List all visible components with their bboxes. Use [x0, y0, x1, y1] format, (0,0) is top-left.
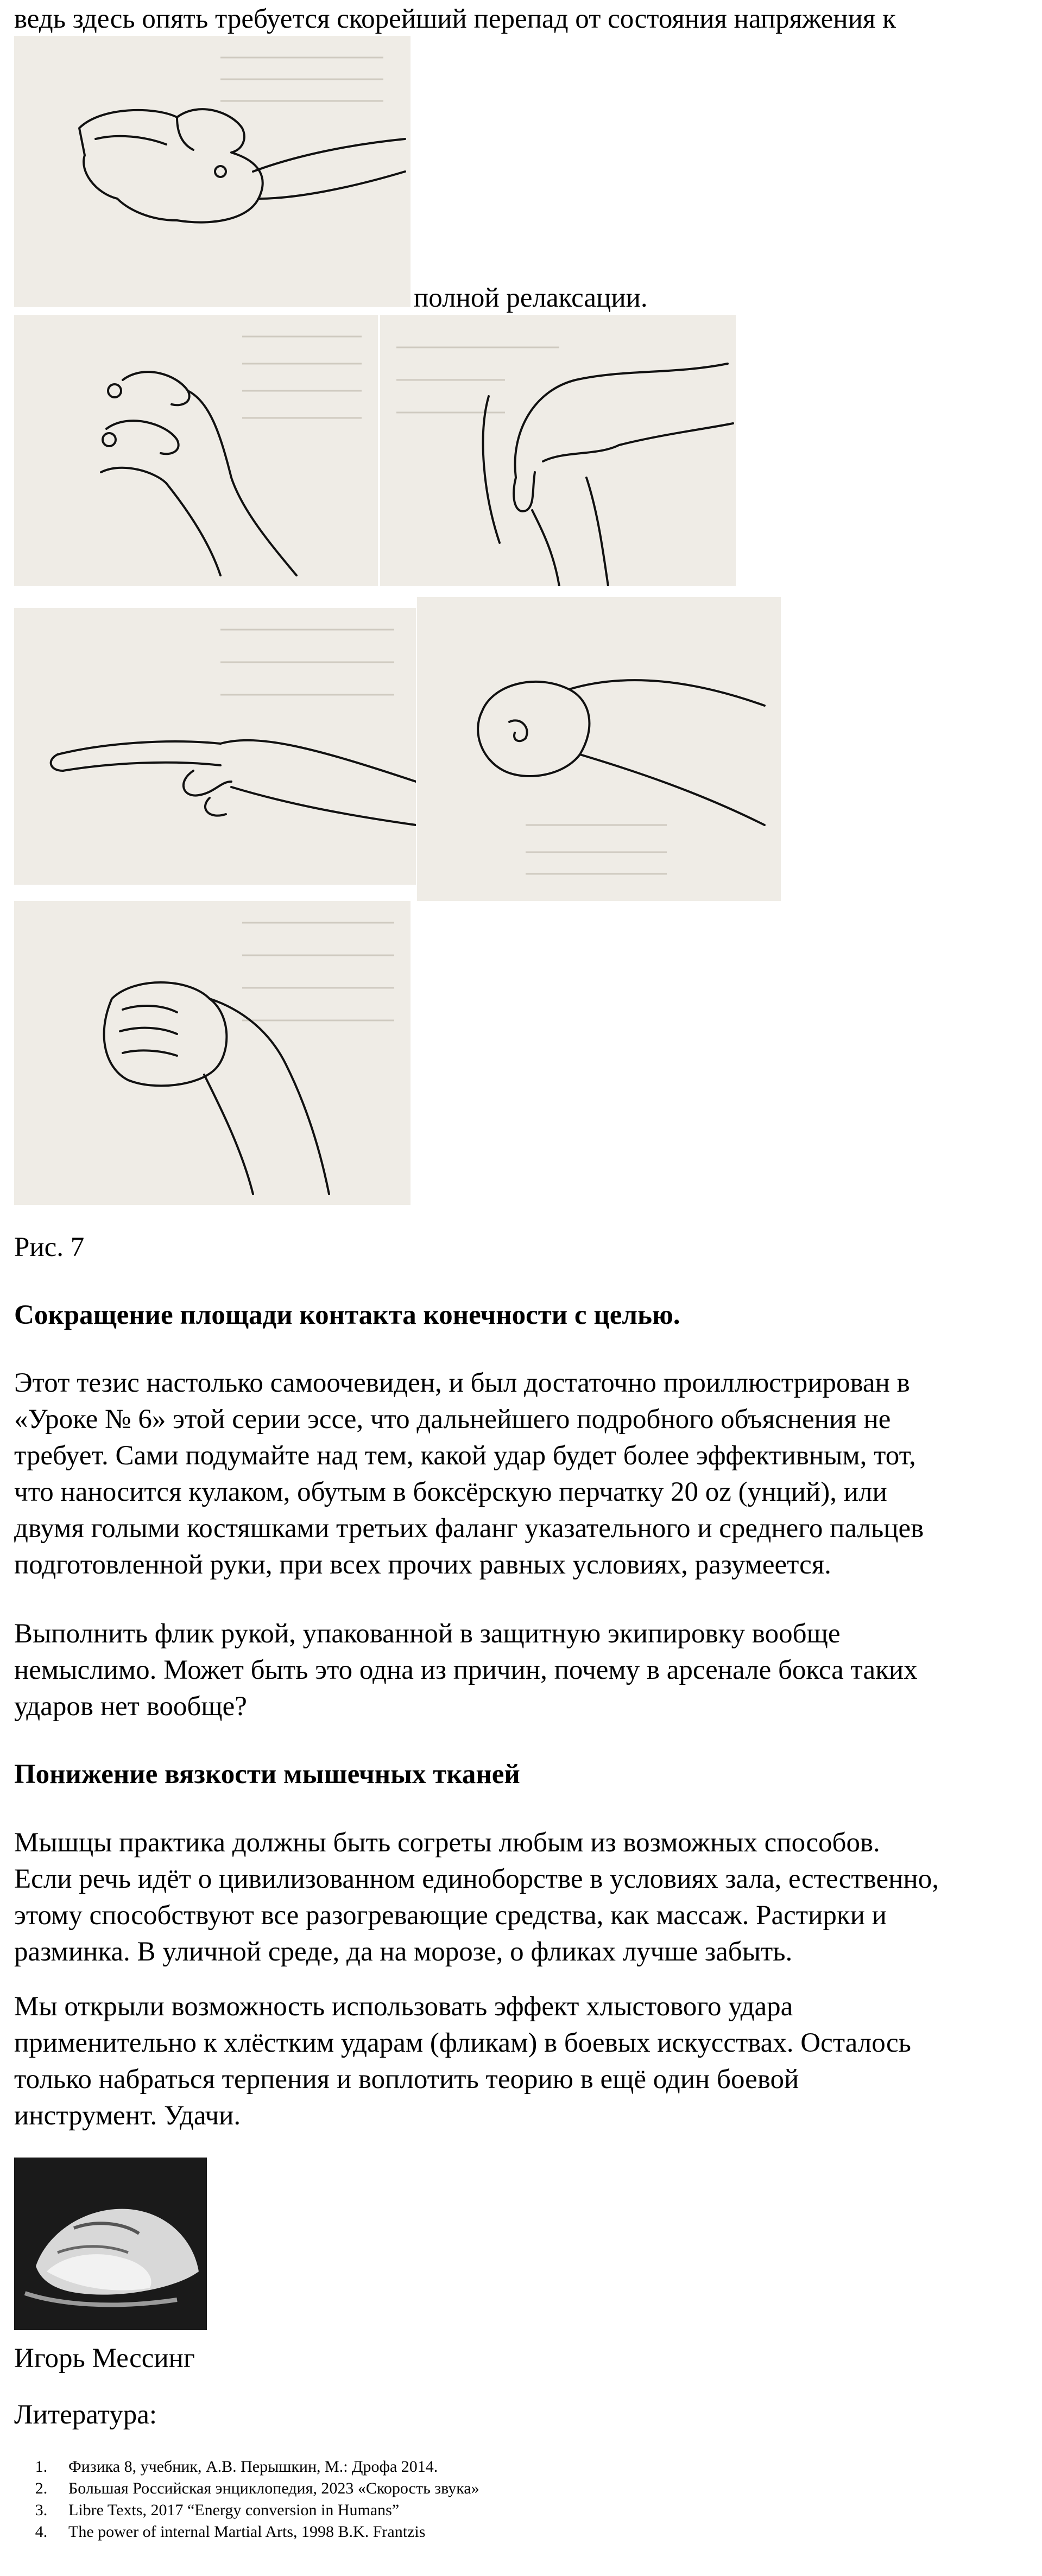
literature-number: 1.	[35, 2458, 48, 2476]
hand-pinched-fingers-drawing	[417, 597, 781, 901]
literature-text: Физика 8, учебник, А.В. Перышкин, М.: Дрофа 2014.	[68, 2458, 438, 2476]
intro-text: ведь здесь опять требуется скорейший перепад от состояния напряжения к	[14, 4, 896, 34]
literature-heading: Литература:	[14, 2400, 157, 2430]
paragraph-line: что наносится кулаком, обутым в боксёрскую перчатку 20 oz (унций), или	[14, 1477, 887, 1507]
paragraph-line: Если речь идёт о цивилизованном единоборстве в условиях зала, естественно,	[14, 1864, 939, 1894]
paragraph-line: немыслимо. Может быть это одна из причин, почему в арсенале бокса таких	[14, 1655, 918, 1685]
figure-caption: Рис. 7	[14, 1232, 85, 1262]
literature-text: The power of internal Martial Arts, 1998 B.K. Frantzis	[68, 2523, 426, 2541]
section-heading-contact: Сокращение площади контакта конечности с целью.	[14, 1300, 680, 1330]
paragraph-line: инструмент. Удачи.	[14, 2101, 241, 2131]
hand-fist-thumb-drawing	[14, 36, 411, 307]
section-heading-viscosity: Понижение вязкости мышечных тканей	[14, 1759, 520, 1790]
hand-drawing-3	[380, 315, 736, 586]
hand-pointing-fingers-drawing	[14, 608, 416, 885]
author-name: Игорь Мессинг	[14, 2343, 195, 2374]
literature-item	[14, 2499, 479, 2521]
paragraph-line: Выполнить флик рукой, упакованной в защитную экипировку вообще	[14, 1619, 841, 1649]
inline-text: полной релаксации.	[414, 283, 648, 313]
paragraph-line: разминка. В уличной среде, да на морозе, о фликах лучше забыть.	[14, 1937, 793, 1967]
paragraph-line: этому способствуют все разогревающие средства, как массаж. Растирки и	[14, 1900, 887, 1931]
literature-number: 2.	[35, 2479, 48, 2497]
hand-drawing-4	[14, 608, 416, 885]
author-photo-hands	[14, 2158, 207, 2330]
literature-item	[14, 2478, 479, 2499]
literature-item	[14, 2456, 479, 2478]
paragraph-line: ударов нет вообще?	[14, 1691, 247, 1722]
author-photo	[14, 2158, 207, 2330]
literature-text: Большая Российская энциклопедия, 2023 «Скорость звука»	[68, 2479, 479, 2497]
literature-number: 3.	[35, 2501, 48, 2519]
literature-list	[14, 2456, 479, 2543]
paragraph-line: требует. Сами подумайте над тем, какой удар будет более эффективным, тот,	[14, 1441, 916, 1471]
hand-drawing-2	[14, 315, 378, 586]
paragraph-line: только набраться терпения и воплотить теорию в ещё один боевой	[14, 2064, 799, 2095]
literature-text: Libre Texts, 2017 “Energy conversion in Humans”	[68, 2501, 400, 2519]
paragraph-line: двумя голыми костяшками третьих фаланг указательного и среднего пальцев	[14, 1513, 924, 1544]
paragraph-line: подготовленной руки, при всех прочих равных условиях, разумеется.	[14, 1550, 831, 1580]
hand-relaxed-fingers-drawing	[14, 315, 378, 586]
hand-fist-drawing	[14, 901, 411, 1205]
paragraph-line: Мы открыли возможность использовать эффект хлыстового удара	[14, 1991, 793, 2022]
hand-drawing-5	[417, 597, 781, 901]
hand-drawing-6	[14, 901, 411, 1205]
literature-item	[14, 2521, 479, 2543]
paragraph-line: Этот тезис настолько самоочевиден, и был достаточно проиллюстрирован в	[14, 1368, 910, 1398]
paragraph-line: применительно к хлёстким ударам (фликам) в боевых искусствах. Осталось	[14, 2028, 911, 2058]
hand-bent-wrist-drawing	[380, 315, 736, 586]
paragraph-line: Мышцы практика должны быть согреты любым из возможных способов.	[14, 1828, 880, 1858]
paragraph-line: «Уроке № 6» этой серии эссе, что дальнейшего подробного объяснения не	[14, 1404, 891, 1435]
hand-drawing-1	[14, 36, 411, 307]
literature-number: 4.	[35, 2523, 48, 2541]
